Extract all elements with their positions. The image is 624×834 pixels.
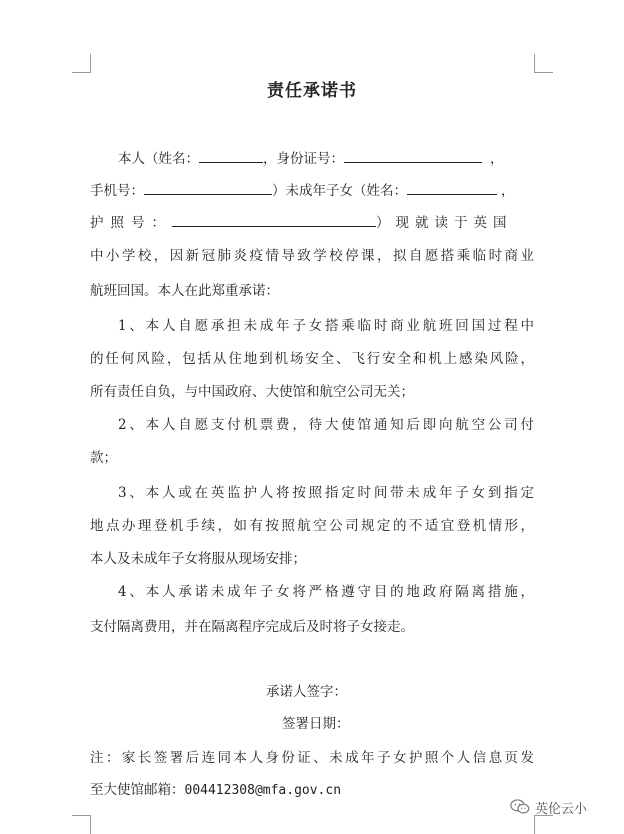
note-line-email: 至大使馆邮箱：004412308@mfa.gov.cn: [90, 782, 342, 798]
child-name-blank[interactable]: [407, 180, 497, 195]
watermark-text: 英伦云小: [535, 801, 588, 817]
signer-label: 承诺人签字：: [266, 684, 347, 700]
document-title: 责任承诺书: [267, 81, 357, 101]
name-blank[interactable]: [199, 148, 263, 163]
body-line: 支付隔离费用，并在隔离程序完成后及时将子女接走。: [90, 619, 414, 635]
body-line: 航班回国。本人在此郑重承诺：: [90, 283, 279, 299]
clause-2: 2、本人自愿支付机票费，待大使馆通知后即向航空公司付: [118, 417, 534, 433]
margin-mark-top-right: [534, 54, 553, 73]
line-phone-child: 手机号： ）未成年子女（姓名： ，: [90, 180, 534, 201]
body-line: 中小学校，因新冠肺炎疫情导致学校停课，拟自愿搭乘临时商业: [90, 248, 534, 264]
watermark: [510, 796, 620, 818]
body-line: 本人及未成年子女将服从现场安排；: [90, 551, 306, 567]
note-line: 注：家长签署后连同本人身份证、未成年子女护照个人信息页发: [90, 750, 534, 766]
id-number-blank[interactable]: [344, 148, 482, 163]
date-label: 签署日期：: [282, 716, 350, 732]
margin-mark-bottom-left: [72, 815, 91, 834]
phone-blank[interactable]: [144, 180, 272, 195]
body-line: 地点办理登机手续，如有按照航空公司规定的不适宜登机情形，: [90, 518, 534, 534]
clause-3: 3、本人或在英监护人将按照指定时间带未成年子女到指定: [118, 485, 534, 501]
line-name-id: 本人（姓名： ，身份证号： ，: [90, 148, 534, 169]
line-passport: 护照号： ）现就读于英国: [90, 212, 534, 233]
passport-blank[interactable]: [172, 212, 376, 227]
embassy-email[interactable]: 004412308@mfa.gov.cn: [184, 783, 342, 798]
clause-4: 4、本人承诺未成年子女将严格遵守目的地政府隔离措施，: [118, 584, 534, 600]
body-line: 款；: [90, 450, 117, 466]
wechat-icon: [510, 798, 530, 816]
clause-1: 1、本人自愿承担未成年子女搭乘临时商业航班回国过程中: [118, 318, 534, 334]
body-line: 的任何风险，包括从住地到机场安全、飞行安全和机上感染风险，: [90, 351, 534, 367]
margin-mark-top-left: [72, 54, 91, 73]
body-line: 所有责任自负，与中国政府、大使馆和航空公司无关；: [90, 384, 414, 400]
